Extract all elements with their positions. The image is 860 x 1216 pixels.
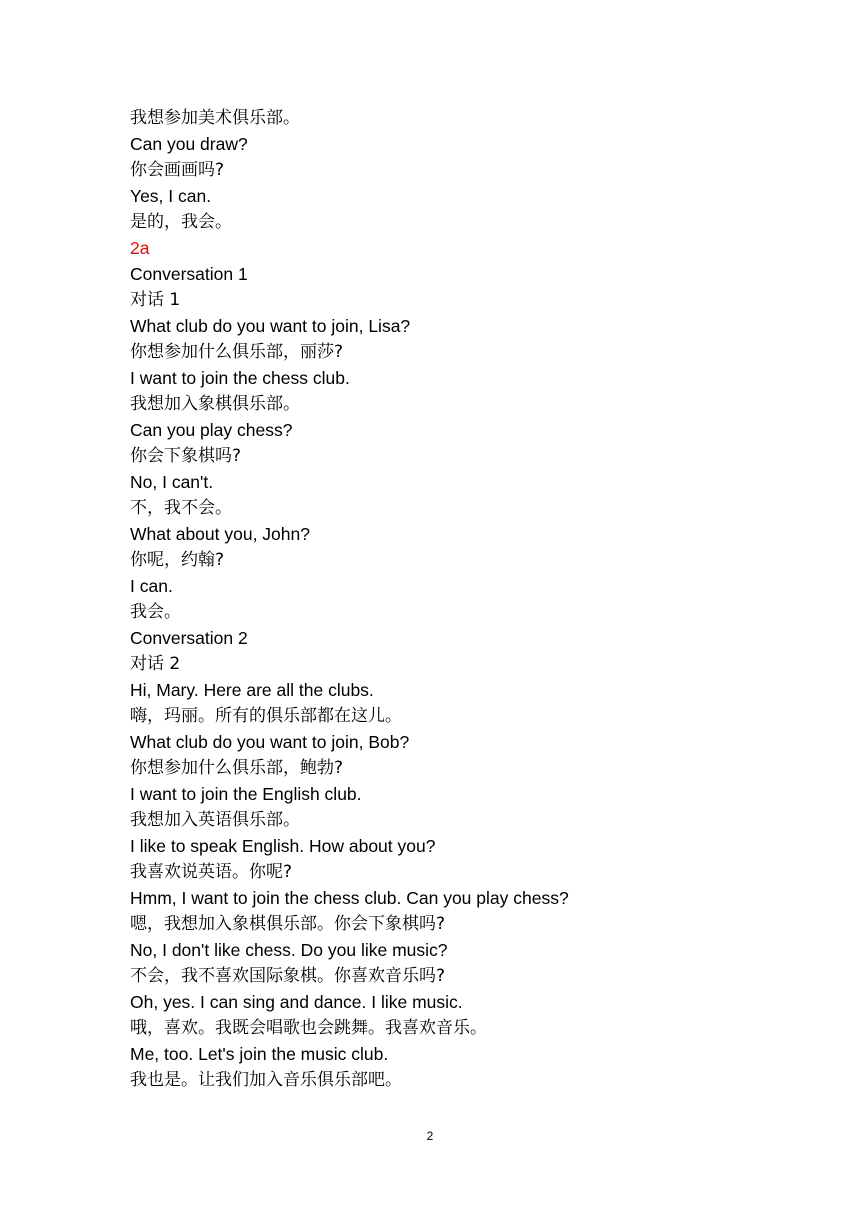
english-line: What club do you want to join, Bob? xyxy=(130,732,410,752)
page-number: 2 xyxy=(426,1129,434,1143)
chinese-translation-line: 嗯，我想加入象棋俱乐部。你会下象棋吗? xyxy=(130,914,446,934)
chinese-translation-line: 对话 2 xyxy=(130,654,181,674)
english-line: Hmm, I want to join the chess club. Can you play chess? xyxy=(130,888,569,908)
chinese-translation-line: 不会，我不喜欢国际象棋。你喜欢音乐吗? xyxy=(130,966,446,986)
chinese-translation-line: 你想参加什么俱乐部，鲍勃? xyxy=(130,758,344,778)
chinese-translation-line: 不，我不会。 xyxy=(130,498,232,518)
chinese-translation-line: 我也是。让我们加入音乐俱乐部吧。 xyxy=(130,1070,402,1090)
document-body xyxy=(130,105,770,1093)
english-line: I like to speak English. How about you? xyxy=(130,836,436,856)
chinese-translation-line: 我会。 xyxy=(130,602,181,622)
english-line: Yes, I can. xyxy=(130,186,212,206)
chinese-translation-line: 我喜欢说英语。你呢? xyxy=(130,862,293,882)
chinese-translation-line: 你想参加什么俱乐部，丽莎? xyxy=(130,342,344,362)
chinese-translation-line: 对话 1 xyxy=(130,290,181,310)
english-line: I want to join the chess club. xyxy=(130,368,350,388)
conversation-heading: Conversation 2 xyxy=(130,628,248,648)
english-line: I want to join the English club. xyxy=(130,784,362,804)
chinese-translation-line: 你呢，约翰? xyxy=(130,550,225,570)
chinese-translation-line: 我想加入象棋俱乐部。 xyxy=(130,394,300,414)
chinese-translation-line: 我想参加美术俱乐部。 xyxy=(130,108,300,128)
chinese-translation-line: 你会下象棋吗? xyxy=(130,446,242,466)
english-line: Can you play chess? xyxy=(130,420,293,440)
chinese-translation-line: 我想加入英语俱乐部。 xyxy=(130,810,300,830)
chinese-translation-line: 你会画画吗? xyxy=(130,160,225,180)
chinese-translation-line: 嗨，玛丽。所有的俱乐部都在这儿。 xyxy=(130,706,402,726)
english-line: What club do you want to join, Lisa? xyxy=(130,316,411,336)
english-line: What about you, John? xyxy=(130,524,310,544)
english-line: Oh, yes. I can sing and dance. I like music. xyxy=(130,992,463,1012)
section-label: 2a xyxy=(130,238,150,258)
chinese-translation-line: 哦，喜欢。我既会唱歌也会跳舞。我喜欢音乐。 xyxy=(130,1018,487,1038)
conversation-heading: Conversation 1 xyxy=(130,264,248,284)
english-line: I can. xyxy=(130,576,173,596)
chinese-translation-line: 是的，我会。 xyxy=(130,212,232,232)
english-line: No, I don't like chess. Do you like music? xyxy=(130,940,448,960)
english-line: Hi, Mary. Here are all the clubs. xyxy=(130,680,374,700)
english-line: Can you draw? xyxy=(130,134,248,154)
english-line: Me, too. Let's join the music club. xyxy=(130,1044,389,1064)
english-line: No, I can't. xyxy=(130,472,214,492)
